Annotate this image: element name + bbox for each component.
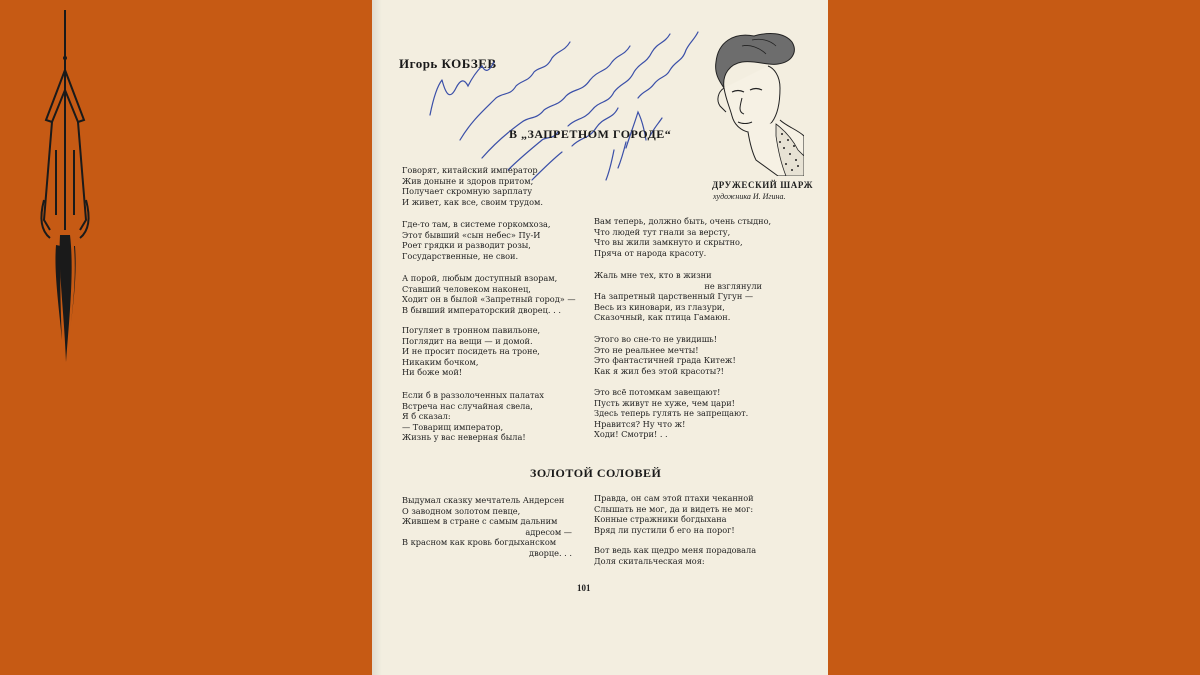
verse-line: Слышать не мог, да и видеть не мог: bbox=[594, 503, 754, 514]
verse-line: дворце. . . bbox=[529, 547, 572, 558]
verse-line: Это не реальнее мечты! bbox=[594, 344, 699, 355]
verse-line: Жившем в стране с самым дальним bbox=[402, 516, 558, 526]
poem-title: ЗОЛОТОЙ СОЛОВЕЙ bbox=[530, 466, 662, 480]
verse-line: Никаким бочком, bbox=[402, 356, 479, 367]
verse-line: Получает скромную зарплату bbox=[402, 186, 533, 196]
stanza bbox=[402, 165, 543, 207]
verse-line: Если б в раззолоченных палатах bbox=[402, 390, 545, 400]
verse-line: Говорят, китайский император bbox=[402, 165, 538, 175]
verse-line: адресом — bbox=[525, 526, 572, 537]
verse-line: Где-то там, в системе горкомхоза, bbox=[402, 219, 551, 229]
verse-line: Что людей тут гнали за версту, bbox=[594, 226, 731, 237]
verse-line: Государственные, не свои. bbox=[402, 250, 519, 261]
verse-line: Этого во сне-то не увидишь! bbox=[594, 334, 718, 344]
caricature-caption: ДРУЖЕСКИЙ ШАРЖ bbox=[712, 180, 814, 190]
book-page bbox=[372, 0, 828, 675]
poem-title: В „ЗАПРЕТНОМ ГОРОДЕ“ bbox=[509, 127, 672, 141]
verse-line: Этот бывший «сын небес» Пу-И bbox=[402, 229, 541, 240]
stanza bbox=[594, 216, 771, 258]
verse-line: Вот ведь как щедро меня порадовала bbox=[594, 545, 757, 555]
stanza bbox=[402, 273, 576, 315]
verse-line: Весь из киновари, из глазури, bbox=[594, 301, 725, 312]
verse-line: Сказочный, как птица Гамаюн. bbox=[594, 312, 731, 322]
verse-line: Ходит он в былой «Запретный город» — bbox=[402, 294, 576, 304]
handwritten-autograph bbox=[412, 0, 712, 190]
verse-line: Вряд ли пустили б его на порог! bbox=[594, 524, 735, 535]
verse-line: Доля скитальческая моя: bbox=[594, 555, 705, 566]
verse-line: — Товарищ император, bbox=[402, 421, 504, 432]
stanza bbox=[594, 493, 754, 535]
verse-line: Как я жил без этой красоты?! bbox=[594, 365, 724, 376]
stanza bbox=[402, 219, 551, 261]
verse-line: Погуляет в тронном павильоне, bbox=[402, 325, 541, 335]
stanza bbox=[594, 387, 748, 440]
verse-line: Пусть живут не хуже, чем цари! bbox=[594, 397, 735, 408]
verse-line: Это всё потомкам завещают! bbox=[594, 387, 721, 397]
verse-line: Нравится? Ну что ж! bbox=[594, 418, 686, 429]
verse-line: Конные стражники богдыхана bbox=[594, 514, 727, 524]
caricature-portrait bbox=[694, 26, 804, 176]
verse-line: На запретный царственный Гугун — bbox=[594, 291, 754, 301]
verse-line: Здесь теперь гулять не запрещают. bbox=[594, 408, 749, 418]
verse-line: Я б сказал: bbox=[402, 411, 451, 421]
verse-line: Правда, он сам этой птахи чеканной bbox=[594, 493, 754, 503]
verse-line: Что вы жили замкнуто и скрытно, bbox=[594, 237, 743, 247]
stanza bbox=[402, 325, 540, 378]
verse-line: А порой, любым доступный взорам, bbox=[402, 273, 558, 283]
verse-line: Пряча от народа красоту. bbox=[594, 247, 707, 258]
verse-line: Роет грядки и разводит розы, bbox=[402, 240, 531, 250]
author-name: Игорь КОБЗЕВ bbox=[399, 56, 497, 71]
verse-line: Жаль мне тех, кто в жизни bbox=[594, 270, 712, 280]
verse-line: Вам теперь, должно быть, очень стыдно, bbox=[594, 216, 772, 226]
verse-line: Поглядит на вещи — и домой. bbox=[402, 335, 533, 346]
verse-line: Выдумал сказку мечтатель Андерсен bbox=[402, 495, 565, 505]
verse-line: Это фантастичней града Китеж! bbox=[594, 355, 736, 365]
rocket-logo-icon bbox=[30, 10, 100, 362]
page-gutter-shadow bbox=[372, 0, 382, 675]
page-number: 101 bbox=[577, 583, 591, 593]
verse-line: Жив доныне и здоров притом, bbox=[402, 175, 534, 186]
verse-line: Ставший человеком наконец, bbox=[402, 283, 531, 294]
caricature-artist: художника И. Игина. bbox=[713, 192, 786, 201]
stanza bbox=[594, 545, 756, 566]
stanza bbox=[402, 390, 544, 443]
verse-line: Ходи! Смотри! . . bbox=[594, 429, 668, 439]
verse-line: О заводном золотом певце, bbox=[402, 505, 521, 516]
verse-line: Жизнь у вас неверная была! bbox=[402, 432, 526, 442]
verse-line: В бывший императорский дворец. . . bbox=[402, 304, 561, 315]
verse-line: И не просит посидеть на троне, bbox=[402, 346, 540, 356]
verse-line: Ни боже мой! bbox=[402, 367, 463, 377]
stanza bbox=[402, 495, 572, 558]
verse-line: Встреча нас случайная свела, bbox=[402, 400, 533, 411]
stanza bbox=[594, 334, 736, 376]
verse-line: И живет, как все, своим трудом. bbox=[402, 196, 543, 207]
verse-line: В красном как кровь богдыханском bbox=[402, 537, 557, 547]
verse-line: не взглянули bbox=[704, 280, 762, 291]
stanza bbox=[594, 270, 762, 323]
